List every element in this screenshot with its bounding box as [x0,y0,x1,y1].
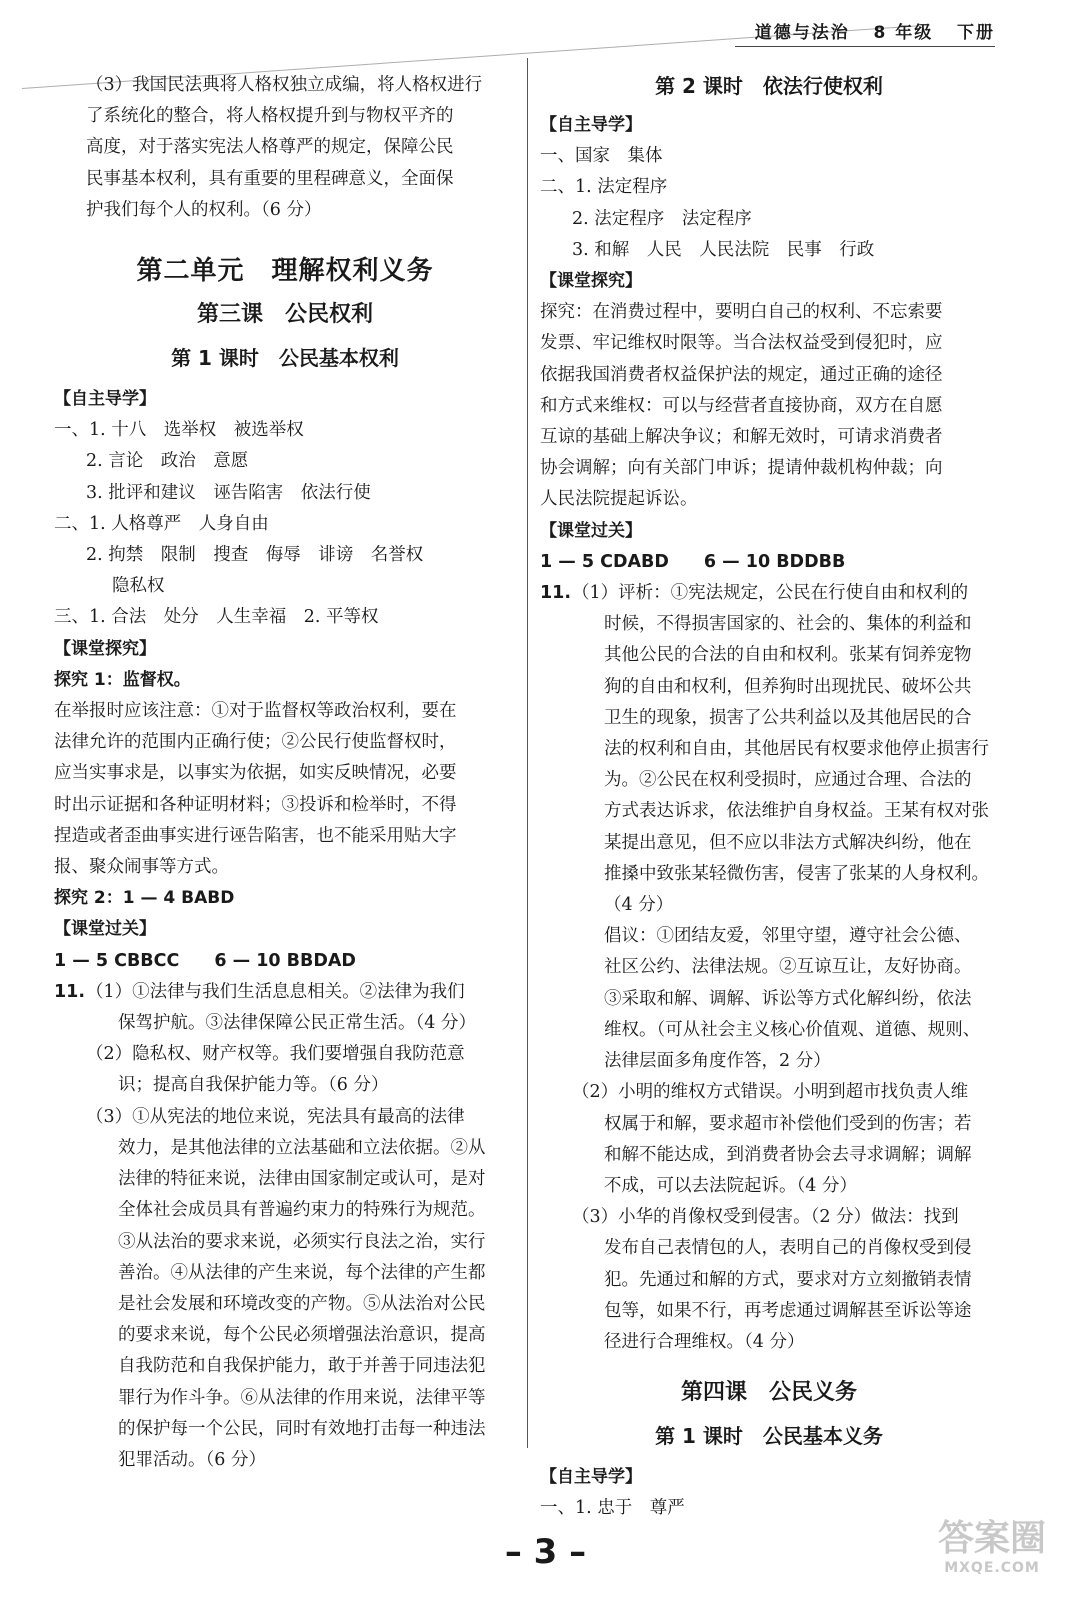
text-line: 为。②公民在权利受损时，应通过合理、合法的 [604,770,972,791]
text-line: 自我防范和自我保护能力，敢于并善于同违法犯 [118,1356,486,1377]
text-line: （1）①法律与我们生活息息相关。②法律为我们 [86,981,465,1002]
watermark-logo [917,1518,1067,1584]
section-heading: 【自主导学】 [540,1467,642,1488]
text-line: 效力，是其他法律的立法基础和立法依据。②从 [118,1137,486,1158]
section-heading: 【课堂探究】 [54,638,156,659]
text-line: 二、1. 人格尊严 人身自由 [54,513,269,534]
text-line: 法的权利和自由，其他居民有权要求他停止损害行 [604,739,989,760]
watermark-logo-text: 答案圈 [937,1518,1046,1559]
text-line: （3）小华的肖像权受到侵害。（2 分）做法：找到 [572,1207,959,1228]
text-line: 3. 批评和建议 诬告陷害 依法行使 [86,482,371,503]
text-line: 2. 言论 政治 意愿 [86,451,249,472]
text-line: 发票、牢记维权时限等。当合法权益受到侵犯时，应 [540,333,943,354]
text-line: 是社会发展和环境改变的产物。⑤从法治对公民 [118,1293,486,1314]
text-line: （2）小明的维权方式错误。小明到超市找负责人维 [572,1082,969,1103]
text-line: 二、1. 法定程序 [540,177,668,198]
section-heading: 【课堂过关】 [54,919,156,940]
lesson-title: 第三课 公民权利 [196,302,373,328]
text-line: 推搡中致张某轻微伤害，侵害了张某的人身权利。 [604,863,989,884]
text-line: 权属于和解，要求超市补偿他们受到的伤害；若 [604,1113,972,1134]
text-line: 一、1. 十八 选举权 被选举权 [54,420,304,441]
text-line: 倡议：①团结友爱，邻里守望，遵守社会公德、 [604,926,972,947]
text-line: 保驾护航。③法律保障公民正常生活。（4 分） [118,1013,476,1034]
text-line: 的要求来说，每个公民必须增强法治意识，提高 [118,1325,486,1346]
text-line: 发布自己表情包的人，表明自己的肖像权受到侵 [604,1238,972,1259]
text-line: ③从法治的要求来说，必须实行良法之治，实行 [118,1231,486,1252]
section-heading: 【课堂探究】 [540,271,642,292]
lesson-title: 第四课 公民义务 [680,1380,857,1406]
text-line: 卫生的现象，损害了公共利益以及其他居民的合 [604,707,972,728]
running-header [755,18,995,43]
text-line: 法律允许的范围内正确行使；②公民行使监督权时， [54,732,457,753]
text-line: 某提出意见，但不应以非法方式解决纠纷，他在 [604,832,972,853]
text-line: 时出示证据和各种证明材料；③投诉和检举时，不得 [54,794,457,815]
header-subject: 道德与法治 [754,23,850,43]
header-rule [735,46,995,47]
text-line: 三、1. 合法 处分 人生幸福 2. 平等权 [54,607,379,628]
text-line: 其他公民的合法的自由和权利。张某有饲养宠物 [604,645,972,666]
text-line: 法律的特征来说，法律由国家制定或认可，是对 [118,1169,486,1190]
text-line: 全体社会成员具有普遍约束力的特殊行为规范。 [118,1200,486,1221]
text-line: 犯罪活动。（6 分） [118,1449,266,1470]
text-line: 和解不能达成，到消费者协会去寻求调解；调解 [604,1144,972,1165]
text-line: 2. 拘禁 限制 搜查 侮辱 诽谤 名誉权 [86,545,424,566]
text-line: 犯。先通过和解的方式，要求对方立刻撤销表情 [604,1269,972,1290]
text-line: 2. 法定程序 法定程序 [572,208,752,229]
left-column [54,70,516,1476]
text-line: ③采取和解、调解、诉讼等方式化解纠纷，依法 [604,988,972,1009]
text-line: 识；提高自我保护能力等。（6 分） [118,1075,389,1096]
section-heading: 【自主导学】 [540,115,642,135]
question-11 [540,578,998,1358]
text-line: （4 分） [604,895,674,916]
text-line: 狗的自由和权利，但养狗时出现扰民、破坏公共 [604,676,972,697]
period-title: 第 1 课时 公民基本义务 [655,1424,883,1449]
text-line: 护我们每个人的权利。（6 分） [86,199,322,220]
text-line: 时候，不得损害国家的、社会的、集体的利益和 [604,614,972,635]
text-line: 互谅的基础上解决争议；和解无效时，可请求消费者 [540,427,943,448]
text-line: 报、聚众闹事等方式。 [54,857,229,878]
text-line: 罪行为作斗争。⑥从法律的作用来说，法律平等 [118,1387,486,1408]
text-line: 人民法院提起诉讼。 [540,489,698,510]
column-divider [527,58,528,1448]
text-line: 隐私权 [112,576,165,597]
text-line: 协会调解；向有关部门申诉；提请仲裁机构仲裁；向 [540,458,943,479]
period-title: 第 2 课时 依法行使权利 [655,74,883,98]
text-line: 的保护每一个公民，同时有效地打击每一种违法 [118,1418,486,1439]
watermark-site: MXQE.COM [944,1560,1040,1576]
question-number: 11. [540,583,572,604]
text-line: 依据我国消费者权益保护法的规定，通过正确的途径 [540,364,943,385]
text-line: 应当实事求是，以事实为依据，如实反映情况，必要 [54,763,457,784]
text-line: 不成，可以去法院起诉。（4 分） [604,1175,857,1196]
choice-answers: 1 — 5 CDABD 6 — 10 BDDBB [540,551,846,572]
header-grade: 8 年级 [873,23,934,43]
section-heading: 【课堂过关】 [540,520,642,541]
text-line: 高度，对于落实宪法人格尊严的规定，保障公民 [86,137,454,158]
section-heading: 【自主导学】 [54,389,156,410]
text-line: 一、1. 忠于 尊严 [540,1498,685,1519]
text-line: 民事基本权利，具有重要的里程碑意义，全面保 [86,168,454,189]
text-line: 径进行合理维权。（4 分） [604,1331,805,1352]
text-line: 方式表达诉求，依法维护自身权益。王某有权对张 [604,801,989,822]
exploration-answers: 探究 2：1 — 4 BABD [54,888,235,909]
text-line: 和方式来维权：可以与经营者直接协商，双方在自愿 [540,395,943,416]
text-line: 社区公约、法律法规。②互谅互让，友好协商。 [604,957,972,978]
choice-answers: 1 — 5 CBBCC 6 — 10 BBDAD [54,950,356,971]
text-line: 法律层面多角度作答，2 分） [604,1051,831,1072]
text-line: 探究：在消费过程中，要明白自己的权利、不忘索要 [540,302,943,323]
question-number: 11. [54,981,86,1002]
text-line: 在举报时应该注意：①对于监督权等政治权利，要在 [54,701,457,722]
page-number: – 3 – [504,1532,587,1572]
text-line: （1）评析：①宪法规定，公民在行使自由和权利的 [572,583,969,604]
text-line: 善治。④从法律的产生来说，每个法律的产生都 [118,1262,486,1283]
exploration-title: 探究 1：监督权。 [54,669,191,690]
text-line: 包等，如果不行，再考虑通过调解甚至诉讼等途 [604,1300,972,1321]
period-title: 第 1 课时 公民基本权利 [171,346,399,371]
right-column [540,70,998,1525]
text-line: 维权。（可从社会主义核心价值观、道德、规则、 [604,1019,981,1040]
text-line: （3）①从宪法的地位来说，宪法具有最高的法律 [86,1106,465,1127]
text-line: （3）我国民法典将人格权独立成编，将人格权进行 [86,75,483,95]
unit-title: 第二单元 理解权利义务 [136,256,434,287]
text-line: （2）隐私权、财产权等。我们要增强自我防范意 [86,1044,465,1065]
question-11 [54,977,516,1476]
header-volume: 下册 [957,23,995,43]
text-line: 捏造或者歪曲事实进行诬告陷害，也不能采用贴大字 [54,825,457,846]
text-line: 3. 和解 人民 人民法院 民事 行政 [572,239,875,260]
text-line: 一、国家 集体 [540,146,663,167]
text-line: 了系统化的整合，将人格权提升到与物权平齐的 [86,106,454,127]
